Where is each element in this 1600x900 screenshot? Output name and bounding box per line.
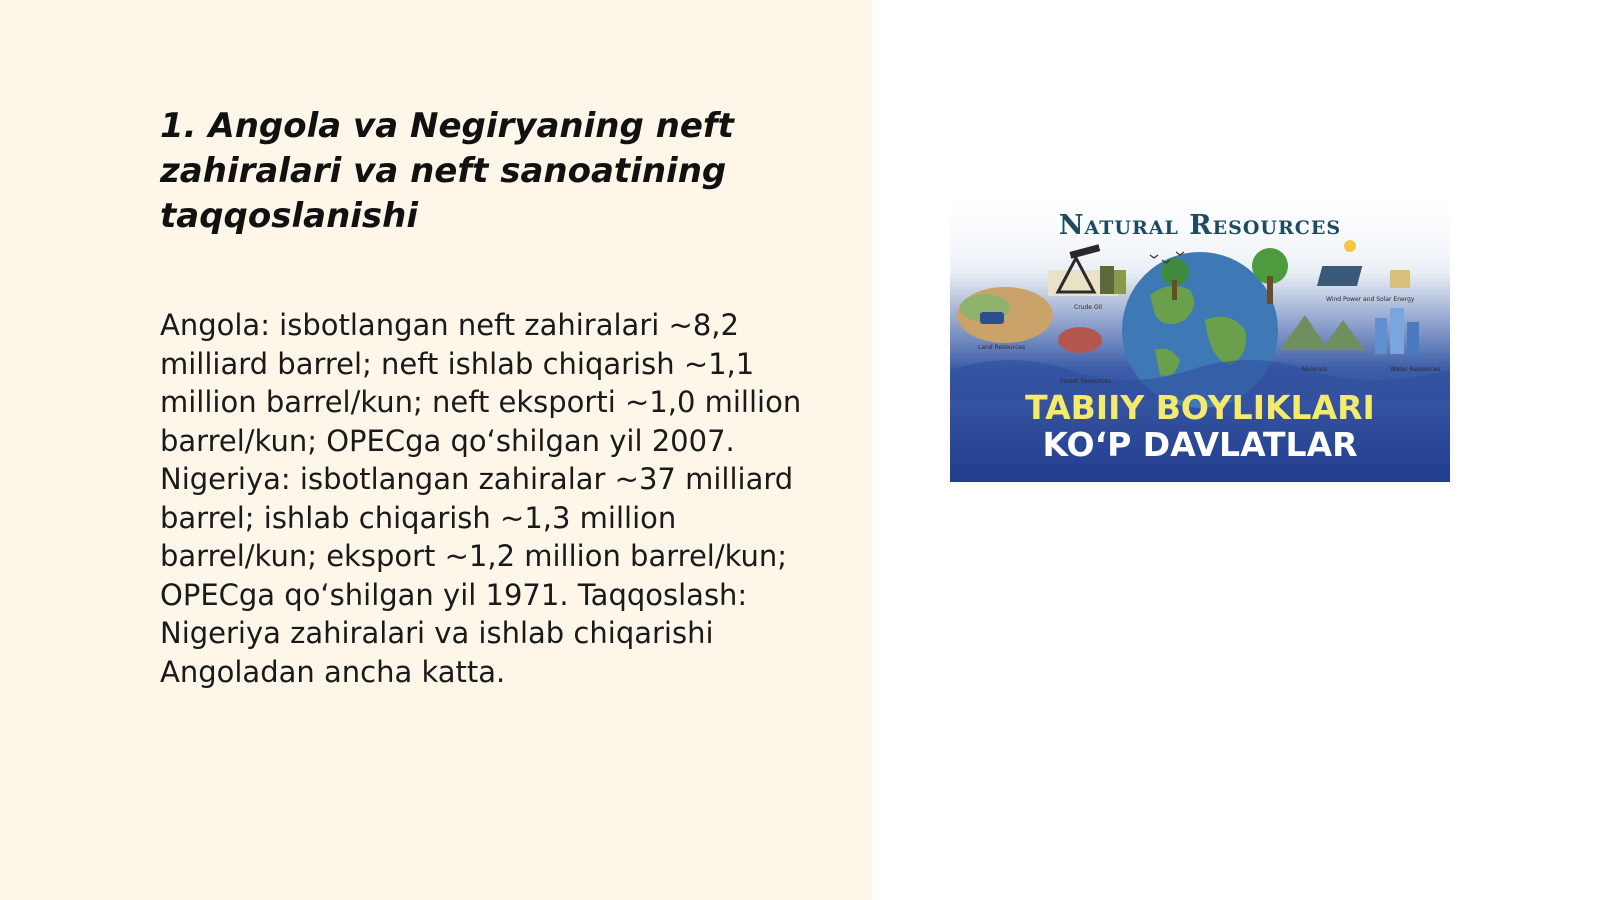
city-buildings-shape bbox=[1375, 318, 1387, 354]
forest-resources-label: Forest Resources bbox=[1060, 378, 1111, 385]
slide-body-text: Angola: isbotlangan neft zahiralari ~8,2 milliard barrel; neft ishlab chiqarish ~1,1 million barrel/kun; neft eksporti ~1,0 million barrel/kun; OPECga qo‘shilgan yil 2007. Nigeriya: isbotlangan zahiralar ~37 milliard barrel; ishlab chiqarish ~1,3 million barrel/kun; eksport ~1,2 million barrel/kun; OPECga qo‘shilgan yil 1971. Taqqoslash: Nigeriya zahiralari va ishlab chiqarishi Angoladan ancha katta. bbox=[160, 308, 802, 689]
tractor-shape bbox=[980, 312, 1004, 324]
solar-panel-shape bbox=[1317, 266, 1362, 286]
image-heading: Natural Resources bbox=[1058, 210, 1342, 241]
mountain-shape bbox=[1280, 315, 1365, 350]
natural-resources-image bbox=[950, 200, 1450, 482]
minerals-label: Minerals bbox=[1302, 366, 1328, 373]
image-caption-line-1: TABIIY BOYLIKLARI bbox=[1025, 388, 1375, 427]
slide-title: 1. Angola va Negiryaning neft zahiralari va neft sanoatining taqqoslanishi bbox=[160, 106, 734, 236]
wind-solar-label: Wind Power and Solar Energy bbox=[1326, 296, 1415, 303]
barrels-shape bbox=[1058, 327, 1102, 353]
crude-oil-label: Crude Oil bbox=[1074, 304, 1102, 311]
water-resources-label: Water Resources bbox=[1390, 366, 1441, 373]
image-caption-line-2: KO‘P DAVLATLAR bbox=[1042, 425, 1358, 464]
land-resources-label: Land Resources bbox=[978, 344, 1026, 351]
